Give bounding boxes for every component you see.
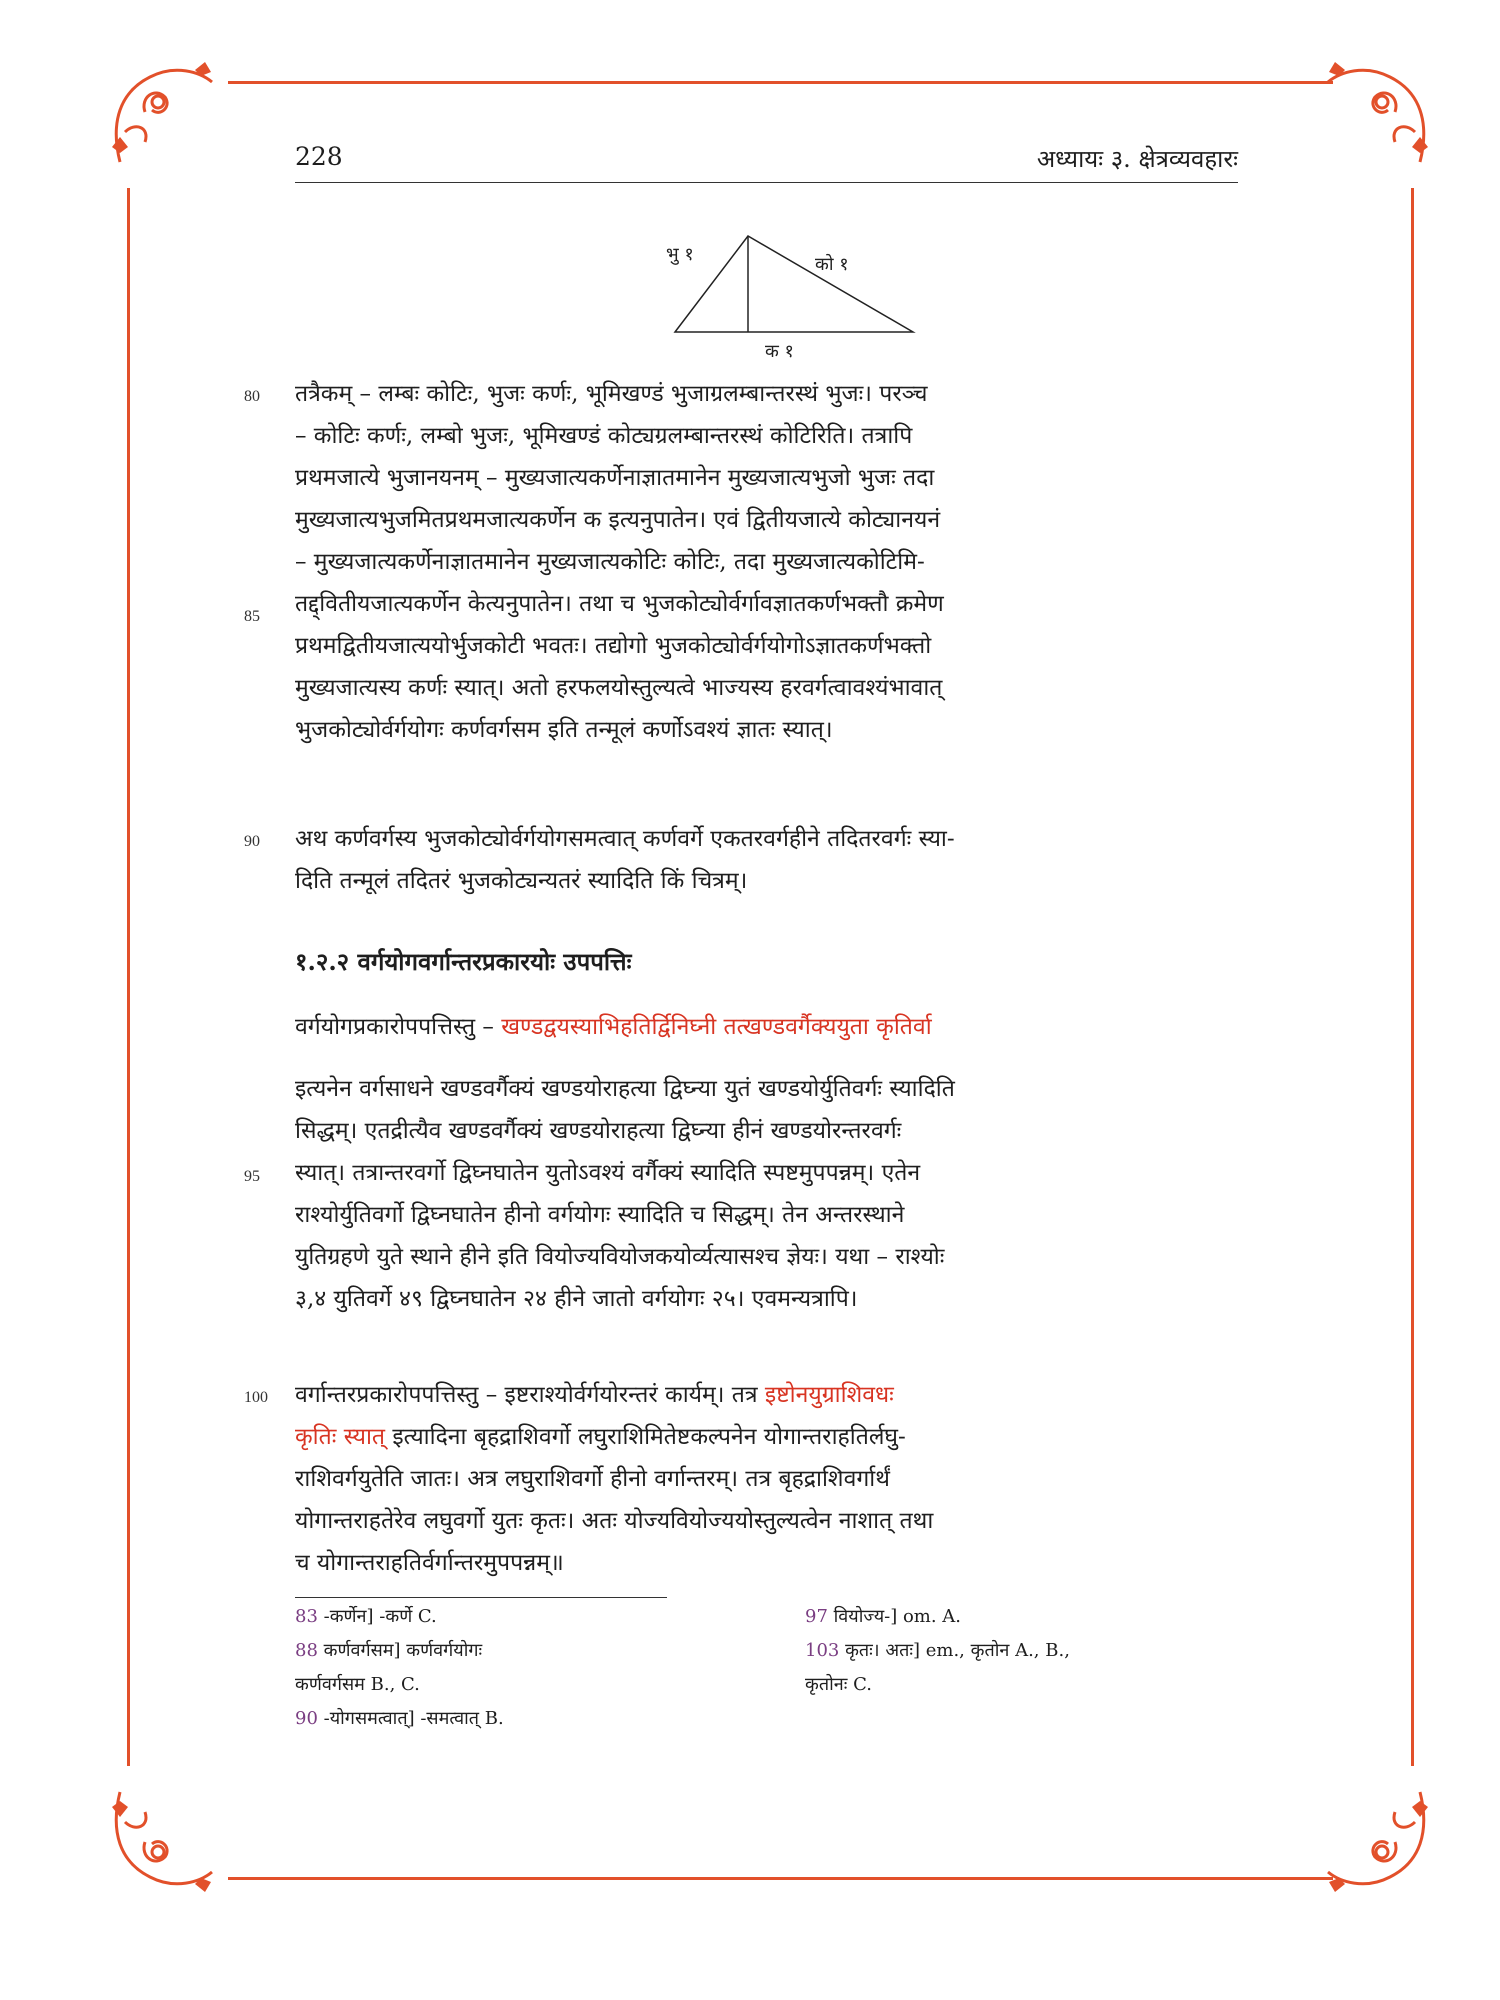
footnote-text: कर्णवर्गसम] कर्णवर्गयोगः [317, 1640, 483, 1661]
corner-ornament-top-left [100, 52, 220, 182]
text-line: भुजकोट्योर्वर्गयोगः कर्णवर्गसम इति तन्मूलं कर्णोऽवश्यं ज्ञातः स्यात्। [295, 717, 833, 743]
footnote [295, 1702, 504, 1736]
text-line: प्रथमजात्ये भुजानयनम् – मुख्यजात्यकर्णेनाज्ञातमानेन मुख्यजात्यभुजो भुजः तदा [295, 465, 935, 491]
page-header [295, 138, 1238, 183]
text-line [295, 1416, 1238, 1458]
footnote [295, 1600, 504, 1634]
corner-ornament-bottom-right [1320, 1772, 1440, 1902]
triangle-shape [675, 236, 913, 332]
text-line: सिद्धम्। एतद्रीत्यैव खण्डवर्गैक्यं खण्डयोराहत्या द्विघ्न्या हीनं खण्डयोरन्तरवर्गः [295, 1118, 902, 1144]
footnote-text: -कर्णेन] -कर्णे C. [317, 1606, 437, 1627]
figure-label-karna: क १ [765, 341, 794, 362]
triangle-figure [660, 232, 920, 362]
line-number-80: 80 [244, 388, 260, 405]
line-number-85: 85 [244, 608, 260, 625]
footnote-rule [295, 1597, 667, 1598]
footnotes-left [295, 1600, 504, 1736]
line-number-90: 90 [244, 833, 260, 850]
paragraph-2 [295, 818, 1238, 902]
text-line: ३,४ युतिवर्गे ४९ द्विघ्नघातेन २४ हीने जातो वर्गयोगः २५। एवमन्यत्रापि। [295, 1286, 858, 1312]
footnote [295, 1634, 504, 1668]
footnote [805, 1600, 1070, 1634]
section-heading: १.२.२ वर्गयोगवर्गान्तरप्रकारयोः उपपत्तिः [295, 947, 632, 976]
footnote [805, 1668, 1070, 1702]
footnote [805, 1634, 1070, 1668]
text-line [295, 1006, 1238, 1048]
footnote [295, 1668, 504, 1702]
line-number-100: 100 [244, 1389, 268, 1406]
text-line: मुख्यजात्यभुजमितप्रथमजात्यकर्णेन क इत्यनुपातेन। एवं द्वितीयजात्ये कोट्यानयनं [295, 507, 941, 533]
corner-ornament-top-right [1320, 52, 1440, 182]
footnote-text: कर्णवर्गसम B., C. [295, 1674, 420, 1695]
text-line: योगान्तराहतेरेव लघुवर्गो युतः कृतः। अतः योज्यवियोज्ययोस्तुल्यत्वेन नाशात् तथा [295, 1508, 934, 1534]
text-line: प्रथमद्वितीयजात्ययोर्भुजकोटी भवतः। तद्योगो भुजकोट्योर्वर्गयोगोऽज्ञातकर्णभक्तो [295, 633, 932, 659]
paragraph-1 [295, 373, 1238, 751]
footnotes-right [805, 1600, 1070, 1702]
text-line: तत्रैकम् – लम्बः कोटिः, भुजः कर्णः, भूमिखण्डं भुजाग्रलम्बान्तरस्थं भुजः। परञ्च [295, 381, 928, 407]
footnote-text: कृतोनः C. [805, 1674, 872, 1695]
paragraph-4 [295, 1068, 1238, 1320]
highlighted-quote: कृतिः स्यात् [295, 1424, 386, 1450]
frame-bottom-line [228, 1877, 1333, 1880]
footnote-number: 83 [295, 1606, 318, 1627]
footnote-number: 103 [805, 1640, 840, 1661]
text-line: मुख्यजात्यस्य कर्णः स्यात्। अतो हरफलयोस्तुल्यत्वे भाज्यस्य हरवर्गत्वावश्यंभावात् [295, 675, 943, 701]
figure-label-bhuja: भु १ [666, 244, 694, 265]
text-line: तद्द्वितीयजात्यकर्णेन केत्यनुपातेन। तथा च भुजकोट्योर्वर्गावज्ञातकर्णभक्तौ क्रमेण [295, 591, 944, 617]
frame-right-line [1411, 188, 1414, 1766]
text-rest: इत्यादिना बृहद्राशिवर्गो लघुराशिमितेष्टकल्पनेन योगान्तराहतिर्लघु- [385, 1424, 906, 1450]
paragraph-5 [295, 1374, 1238, 1584]
corner-ornament-bottom-left [100, 1772, 220, 1902]
text-line: युतिग्रहणे युते स्थाने हीने इति वियोज्यवियोजकयोर्व्यत्यासश्च ज्ञेयः। यथा – राश्योः [295, 1244, 945, 1270]
text-line: – कोटिः कर्णः, लम्बो भुजः, भूमिखण्डं कोट्यग्रलम्बान्तरस्थं कोटिरिति। तत्रापि [295, 423, 913, 449]
chapter-title: अध्यायः ३. क्षेत्रव्यवहारः [1036, 145, 1238, 173]
highlighted-quote: इष्टोनयुग्राशिवधः [764, 1382, 894, 1408]
footnote-text: -योगसमत्वात्] -समत्वात् B. [317, 1708, 504, 1729]
page-number: 228 [295, 142, 343, 171]
footnote-number: 97 [805, 1606, 828, 1627]
figure-label-koti: को १ [815, 254, 849, 275]
text-prefix: वर्गान्तरप्रकारोपपत्तिस्तु – इष्टराश्योर्वर्गयोरन्तरं कार्यम्। तत्र [295, 1382, 765, 1408]
text-line: दिति तन्मूलं तदितरं भुजकोट्यन्यतरं स्यादिति किं चित्रम्। [295, 868, 748, 894]
line-number-95: 95 [244, 1168, 260, 1185]
text-line: च योगान्तराहतिर्वर्गान्तरमुपपन्नम्॥ [295, 1550, 564, 1576]
frame-top-line [228, 81, 1333, 84]
paragraph-3 [295, 1006, 1238, 1048]
text-line: स्यात्। तत्रान्तरवर्गो द्विघ्नघातेन युतोऽवश्यं वर्गैक्यं स्यादिति स्पष्टमुपपन्नम्। एतेन [295, 1160, 921, 1186]
footnote-text: कृतः। अतः] em., कृतोन A., B., [839, 1640, 1070, 1661]
footnote-number: 88 [295, 1640, 318, 1661]
footnote-number: 90 [295, 1708, 318, 1729]
text-line [295, 1374, 1238, 1416]
text-line: इत्यनेन वर्गसाधने खण्डवर्गैक्यं खण्डयोराहत्या द्विघ्न्या युतं खण्डयोर्युतिवर्गः स्यादिति [295, 1076, 955, 1102]
text-line: राशिवर्गयुतेति जातः। अत्र लघुराशिवर्गो हीनो वर्गान्तरम्। तत्र बृहद्राशिवर्गार्थं [295, 1466, 890, 1492]
text-line: अथ कर्णवर्गस्य भुजकोट्योर्वर्गयोगसमत्वात् कर्णवर्गे एकतरवर्गहीने तदितरवर्गः स्या- [295, 826, 955, 852]
text-line: राश्योर्युतिवर्गो द्विघ्नघातेन हीनो वर्गयोगः स्यादिति च सिद्धम्। तेन अन्तरस्थाने [295, 1202, 905, 1228]
text-prefix: वर्गयोगप्रकारोपपत्तिस्तु – [295, 1014, 502, 1040]
text-line: – मुख्यजात्यकर्णेनाज्ञातमानेन मुख्यजात्यकोटिः कोटिः, तदा मुख्यजात्यकोटिमि- [295, 549, 925, 575]
highlighted-quote: खण्डद्वयस्याभिहतिर्द्विनिघ्नी तत्खण्डवर्गैक्ययुता कृतिर्वा [501, 1014, 932, 1040]
frame-left-line [127, 188, 130, 1766]
footnote-text: वियोज्य-] om. A. [827, 1606, 962, 1627]
